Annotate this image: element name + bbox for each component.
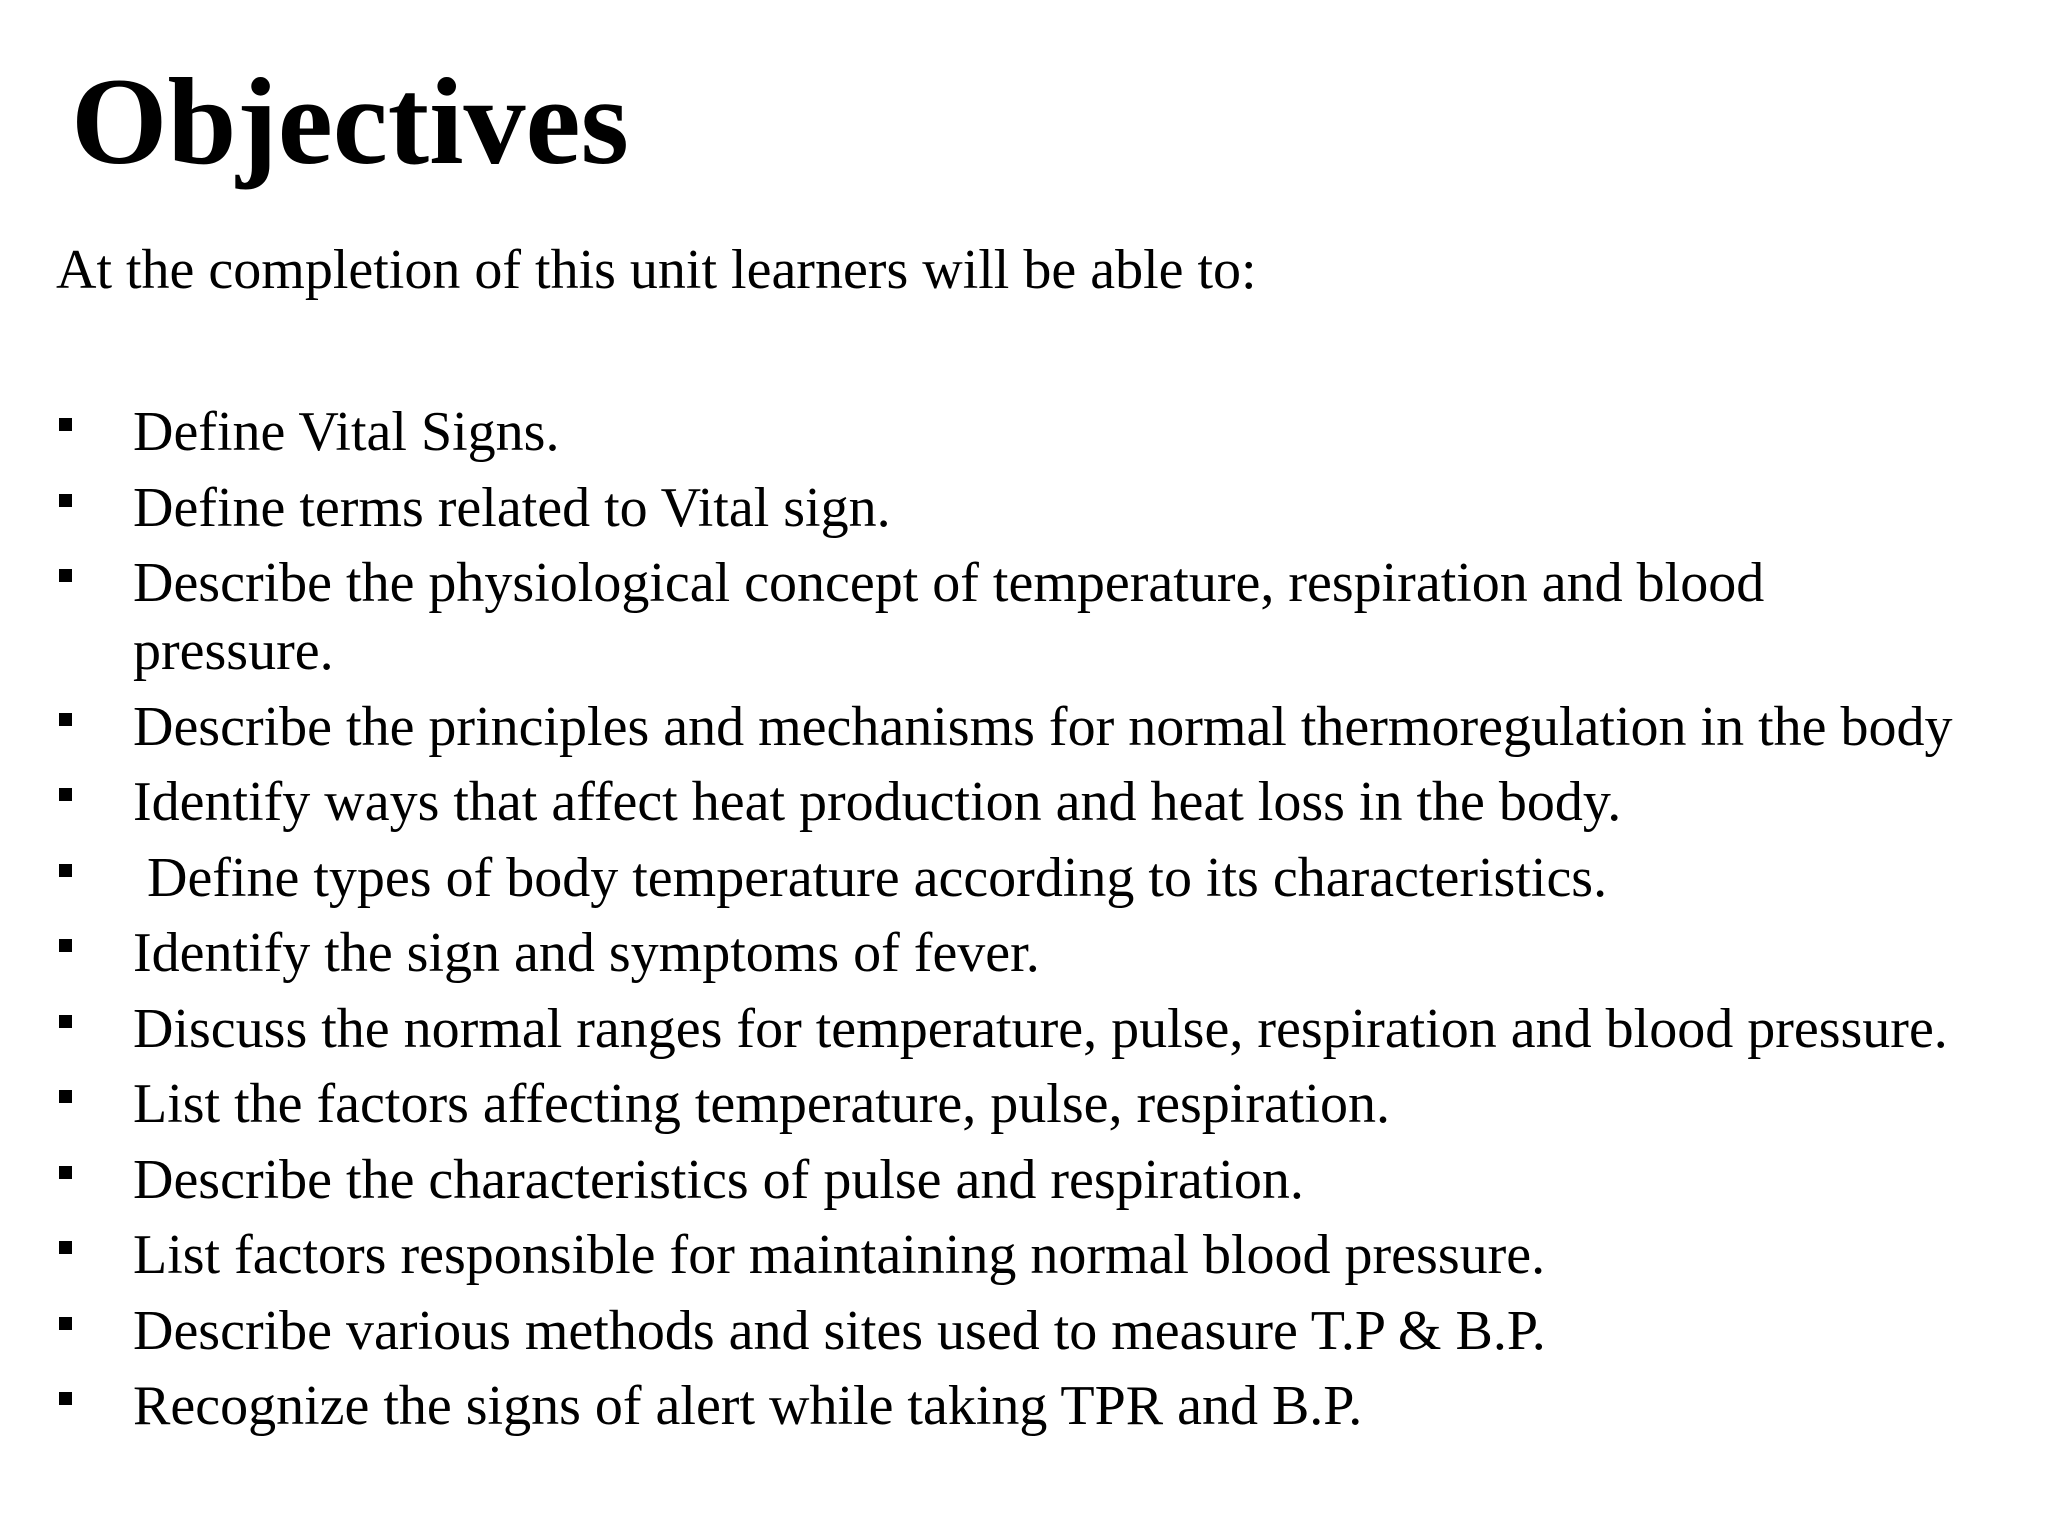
objective-item: List factors responsible for maintaining normal blood pressure.	[56, 1221, 2036, 1289]
objective-item: List the factors affecting temperature, pulse, respiration.	[56, 1070, 2036, 1138]
intro-text: At the completion of this unit learners will be able to:	[56, 239, 1257, 301]
objective-item: Define Vital Signs.	[56, 398, 2036, 466]
objective-item: Discuss the normal ranges for temperature, pulse, respiration and blood pressure.	[56, 995, 2036, 1063]
objectives-list	[56, 398, 2036, 1448]
objective-item: Define types of body temperature according to its characteristics.	[56, 844, 2036, 912]
objective-item: Describe the physiological concept of temperature, respiration and blood pressure.	[56, 549, 1873, 685]
objective-item: Recognize the signs of alert while taking TPR and B.P.	[56, 1372, 2036, 1440]
objective-item: Describe the characteristics of pulse and respiration.	[56, 1146, 2036, 1214]
slide-title: Objectives	[71, 53, 629, 190]
objective-item: Identify the sign and symptoms of fever.	[56, 919, 2036, 987]
objective-item: Identify ways that affect heat production and heat loss in the body.	[56, 768, 2036, 836]
objective-item: Describe various methods and sites used to measure T.P & B.P.	[56, 1297, 2036, 1365]
objective-item: Define terms related to Vital sign.	[56, 474, 2036, 542]
objective-item: Describe the principles and mechanisms for normal thermoregulation in the body	[56, 693, 2036, 761]
